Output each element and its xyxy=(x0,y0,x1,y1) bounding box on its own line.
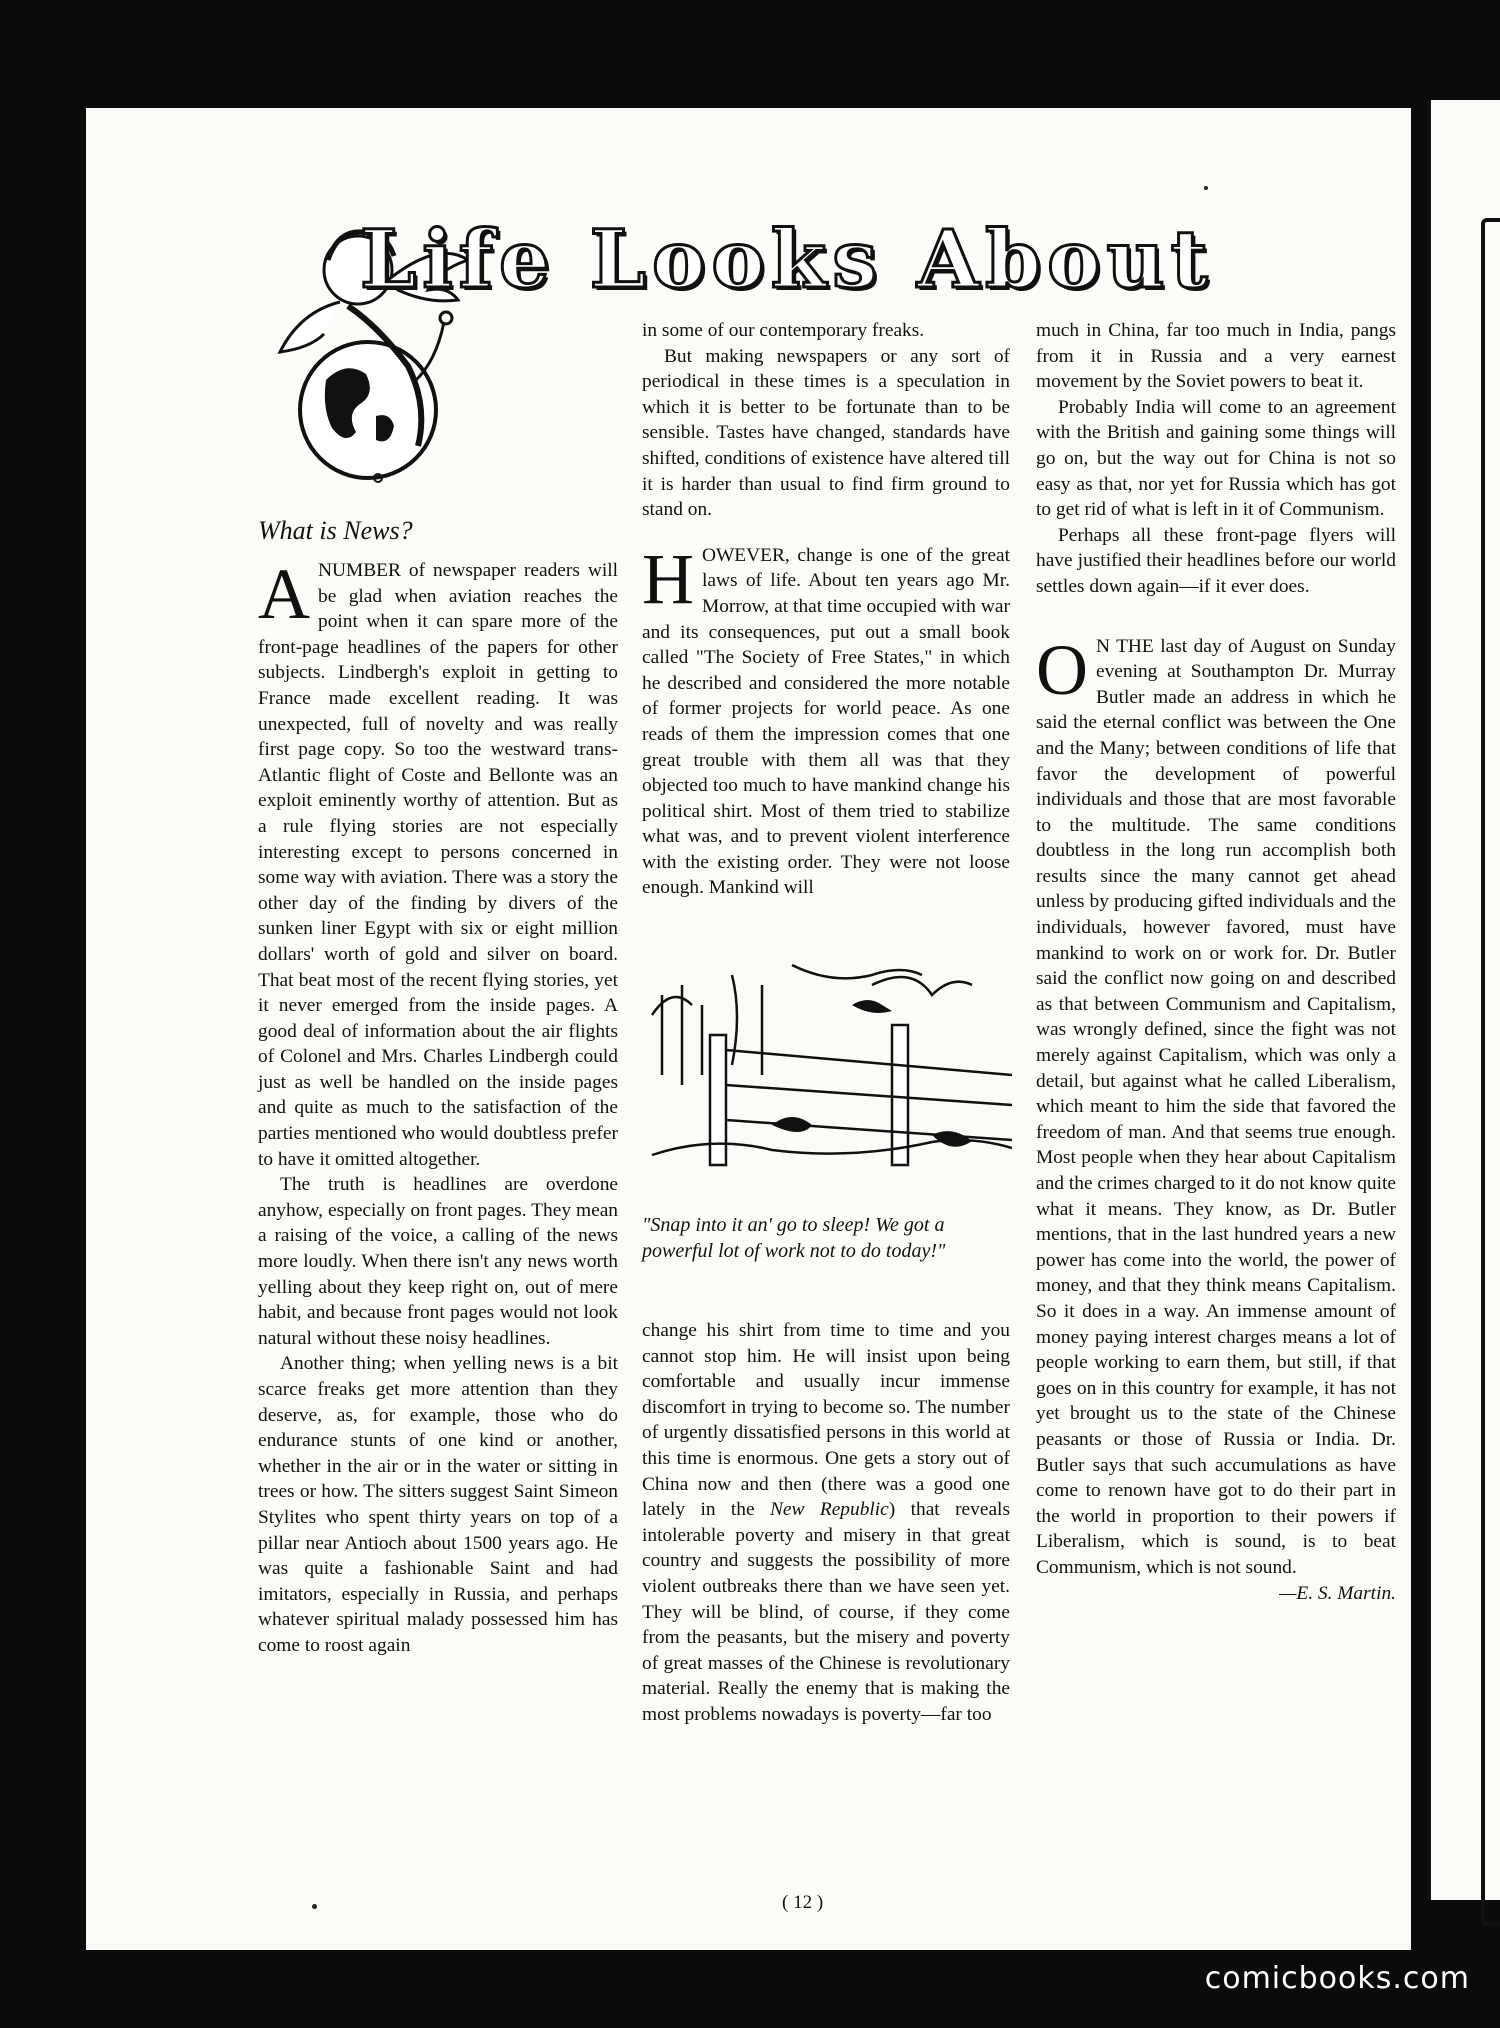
drop-cap: O xyxy=(1036,629,1088,710)
paragraph: But making newspapers or any sort of periodical in these times is a speculation in which it is better to be fortunate than to be sensible. Tastes have changed, standards have shifted, conditions of existence have altered till it is harder than usual to find firm ground to stand on. xyxy=(642,345,1010,521)
facing-page-edge xyxy=(1428,100,1500,1900)
paragraph: HOWEVER, change is one of the great laws of life. About ten years ago Mr. Morrow, at that time occupied with war and its consequences, put out a small book called "The Society of Free States," in which he described and considered the more notable of former projects for world peace. As one reads of them the impression comes that one great trouble with them all was that they objected too much to have mankind change his political shirt. Most of them tried to stabilize what was, and to prevent violent interference with the existing order. They were not loose enough. Mankind will xyxy=(642,538,1010,899)
paragraph: Probably India will come to an agreement with the British and gaining some things will go on, but the way out for China is not so easy as that, nor yet for Russia which has got to get rid of what is left in it of Communism. xyxy=(1036,396,1396,521)
print-speck xyxy=(312,1904,317,1909)
drop-cap: H xyxy=(642,538,694,619)
drop-cap: A xyxy=(258,554,310,634)
print-speck xyxy=(1204,186,1208,190)
author-signature: —E. S. Martin. xyxy=(1279,1582,1396,1604)
column-2-bottom xyxy=(642,1318,1010,1728)
paragraph: much in China, far too much in India, pangs from it in Russia and a very earnest movement by the Soviet powers to beat it. xyxy=(1036,320,1396,393)
illustration-caption: "Snap into it an' go to sleep! We got a powerful lot of work not to do today!" xyxy=(642,1214,946,1262)
paragraph: change his shirt from time to time and you cannot stop him. He will insist upon being comfortable and usually incur immense discomfort in trying to become so. The number of urgently dissatisfied persons in this world at this time is enormous. One gets a story out of China now and then (there was a good one lately in the New Republic) that reveals intolerable poverty and misery in that great country and suggests the possibility of more violent outbreaks there than we have seen yet. They will be blind, of course, if they come from the peasants, but the misery and poverty of great masses of the Chinese is revolutionary material. Really the enemy that is making the most problems nowadays is poverty—far too xyxy=(642,1320,1010,1725)
paragraph: in some of our contemporary freaks. xyxy=(642,320,925,341)
paragraph: Another thing; when yelling news is a bit scarce freaks get more attention than they deserve, as, for example, those who do endurance stunts of one kind or another, whether in the air or in the water or sitting in trees or how. The sitters suggest Saint Simeon Stylites who spent thirty years on top of a pillar near Antioch about 1500 years ago. He was quite a fashionable Saint and had imitators, especially in Russia, and perhaps whatever spiritual malady possessed him has come to roost again xyxy=(258,1353,618,1656)
paragraph: The truth is headlines are overdone anyhow, especially on front pages. They mean a raising of the voice, a calling of the news more loudly. When there isn't any news worth yelling about they keep right on, out of mere habit, and because front pages would not look natural without these noisy headlines. xyxy=(258,1174,618,1349)
facing-page-frame xyxy=(1481,218,1500,1926)
paragraph: O N THE last day of August on Sunday evening at Southampton Dr. Murray Butler made an address in which he said the eternal conflict was between the One and the Many; between conditions of life that favor the development of powerful individuals and those that are most favorable to the multitude. The same conditions doubtless in the long run accomplish both results since the many cannot get ahead unless by producing gifted individuals and the individuals, however favored, must have mankind to work on or work for. Dr. Butler said the conflict now going on and described as that between Communism and Capitalism, was wrongly defined, since the fight was not merely against Capitalism, which was only a detail, but against what he called Liberalism, which meant to him the side that favored the freedom of man. And that seems true enough. Most people when they hear about Capitalism and the crimes charged to it do not know quite what it means. They know, as Dr. Butler mentions, that in the last hundred years a new power has come into the world, the power of money, and that they think means Capitalism. So it does in a way. An immense amount of money paying interest charges means a lot of people working to earn them, but still, if that goes on in this country for example, it has not yet brought us to the state of the Chinese peasants or those of Russia or India. Dr. Butler says that such accumulations as have come to renown have got to do their part in the world in proportion to their powers if Liberalism, which is sound, is to beat Communism, which is not sound. xyxy=(1036,629,1396,1578)
paragraph: ANUMBER of newspaper readers will be glad when aviation reaches the point when it can spare more of the front-page headlines of the papers for other subjects. Lindbergh's exploit in getting to France made excellent reading. It was unexpected, full of novelty and was really first page copy. So too the westward trans-Atlantic flight of Coste and Bellonte was an exploit eminently worthy of attention. But as a rule flying stories are not especially interesting except to persons concerned in some way with aviation. There was a story the other day of the finding by divers of the sunken liner Egypt with six or eight million dollars' worth of gold and silver on board. That beat most of the recent flying stories, yet it never emerged from the inside pages. A good deal of information about the air flights of Colonel and Mrs. Charles Lindbergh could just as well be handled on the inside pages and quite as much to the satisfaction of the parties mentioned who would doubtless prefer to have it omitted altogether. xyxy=(258,554,618,1170)
column-3 xyxy=(1036,318,1396,1607)
watermark: comicbooks.com xyxy=(1204,1961,1470,1996)
paragraph: Perhaps all these front-page flyers will have justified their headlines before our world settles down again—if it ever does. xyxy=(1036,524,1396,597)
fence-sketch-icon xyxy=(642,955,1012,1200)
section-heading: What is News? xyxy=(258,516,413,545)
page-number: ( 12 ) xyxy=(782,1892,824,1913)
column-1 xyxy=(258,554,618,1659)
column-2-top xyxy=(642,318,1010,901)
article-title: Life Looks About xyxy=(360,212,1214,306)
